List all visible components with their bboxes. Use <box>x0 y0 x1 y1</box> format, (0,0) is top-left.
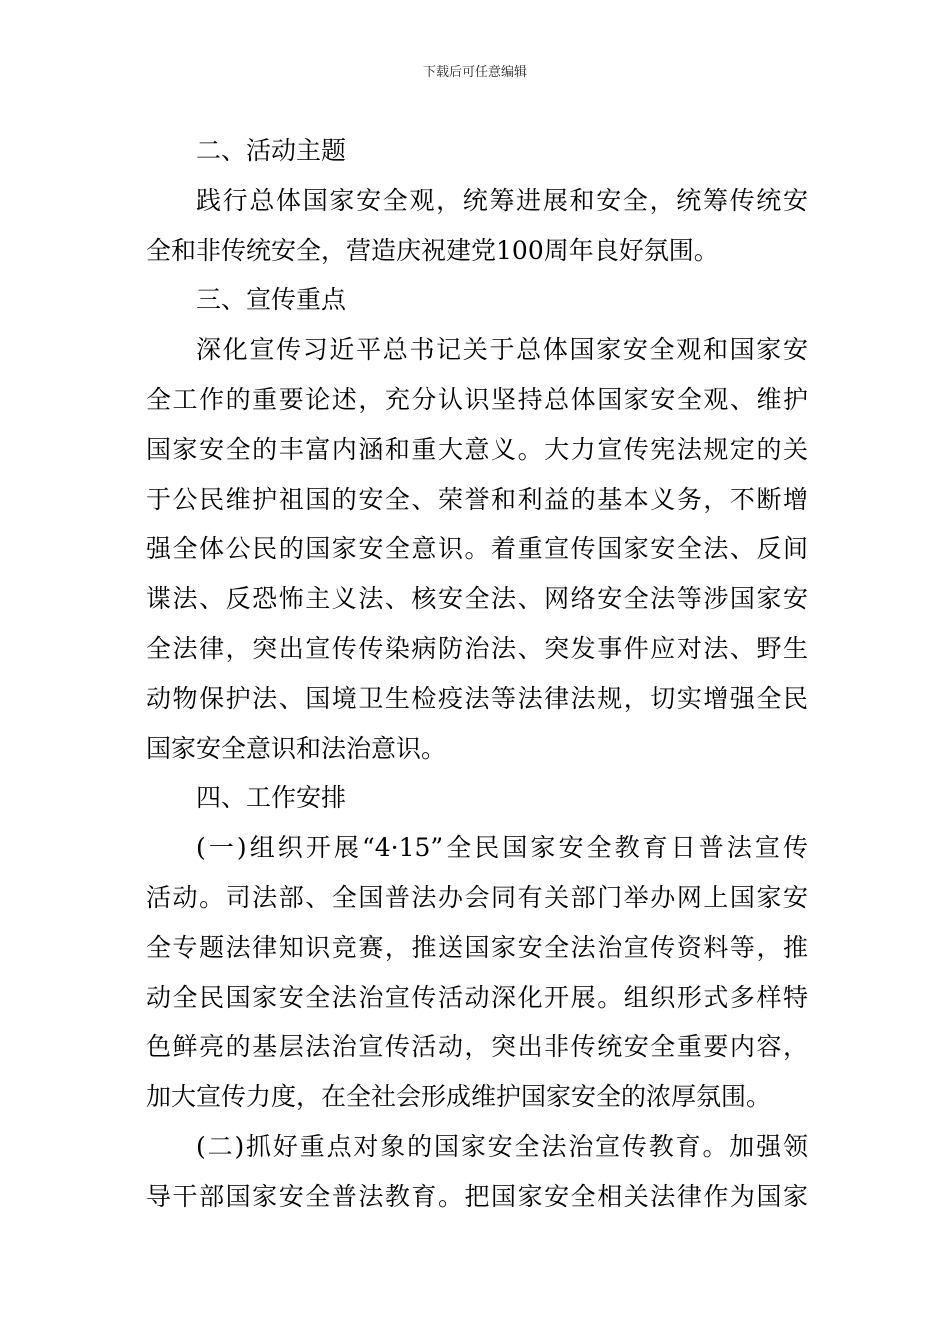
section-heading-theme: 二、活动主题 <box>196 136 347 165</box>
paragraph-line: 全专题法律知识竞赛，推送国家安全法治宣传资料等，推 <box>146 932 808 962</box>
paragraph-line: 国家安全意识和法治意识。 <box>146 733 447 763</box>
paragraph-line: 深化宣传习近平总书记关于总体国家安全观和国家安 <box>196 335 808 365</box>
paragraph-line: 全法律，突出宣传传染病防治法、突发事件应对法、野生 <box>146 633 808 663</box>
paragraph-line: 全和非传统安全，营造庆祝建党100周年良好氛围。 <box>146 235 719 265</box>
paragraph-line: 于公民维护祖国的安全、荣誉和利益的基本义务，不断增 <box>146 484 808 514</box>
section-heading-arrangement: 四、工作安排 <box>196 783 347 813</box>
section-heading-focus: 三、宣传重点 <box>196 285 347 315</box>
paragraph-line: 导干部国家安全普法教育。把国家安全相关法律作为国家 <box>146 1181 808 1211</box>
paragraph-line: 国家安全的丰富内涵和重大意义。大力宣传宪法规定的关 <box>146 434 808 464</box>
header-note: 下载后可任意编辑 <box>422 65 527 80</box>
paragraph-line: 活动。司法部、全国普法办会同有关部门举办网上国家安 <box>146 882 808 912</box>
paragraph-line: 全工作的重要论述，充分认识坚持总体国家安全观、维护 <box>146 384 808 414</box>
paragraph-line: 践行总体国家安全观，统筹进展和安全，统筹传统安 <box>196 185 808 215</box>
paragraph-line: 动物保护法、国境卫生检疫法等法律法规，切实增强全民 <box>146 683 808 713</box>
paragraph-line: (二)抓好重点对象的国家安全法治宣传教育。加强领 <box>196 1131 808 1161</box>
paragraph-line: 加大宣传力度，在全社会形成维护国家安全的浓厚氛围。 <box>146 1082 772 1112</box>
paragraph-line: (一)组织开展“4·15”全民国家安全教育日普法宣传 <box>196 833 808 863</box>
paragraph-line: 强全体公民的国家安全意识。着重宣传国家安全法、反间 <box>146 534 808 564</box>
paragraph-line: 谍法、反恐怖主义法、核安全法、网络安全法等涉国家安 <box>146 584 808 614</box>
paragraph-line: 色鲜亮的基层法治宣传活动，突出非传统安全重要内容， <box>146 1032 808 1062</box>
paragraph-line: 动全民国家安全法治宣传活动深化开展。组织形式多样特 <box>146 982 808 1012</box>
document-body <box>146 126 808 1222</box>
